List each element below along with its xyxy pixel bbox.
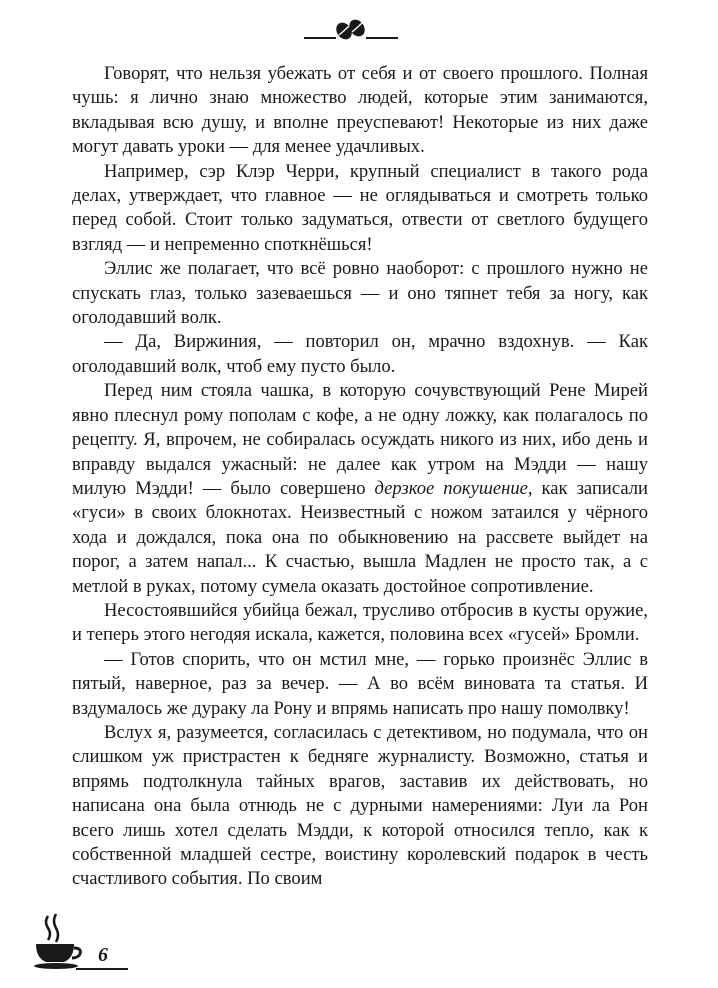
italic-phrase: дерзкое покушение: [374, 477, 528, 499]
footer-rule: [76, 968, 128, 970]
header-coffee-bean-ornament: [0, 16, 718, 42]
paragraph: Несостоявшийся убийца бежал, трусливо отбросив в кусты оружие, и теперь этого негодяя искала, кажется, половина всех «гусей» Бромли.: [72, 599, 648, 646]
paragraph-text: , как записали «гуси» в своих блокнотах. Неизвестный с ножом затаился у чёрного хода и дождался, пока она по обыкновению на рассвете выйдет на порог, а затем напал... К счастью, вышла Мадлен не просто так, а с метлой в руках, потому сумела оказать достойное сопротивление.: [72, 477, 648, 597]
paragraph: Эллис же полагает, что всё ровно наоборот: с прошлого нужно не спускать глаз, только зазеваешься — и оно тяпнет тебя за ногу, как оголодавший волк.: [72, 258, 648, 329]
body-text: [72, 62, 648, 892]
coffee-bean-icon: [333, 17, 368, 42]
paragraph-text: Перед ним стояла чашка, в которую сочувствующий Рене Мирей явно плеснул рому пополам с кофе, а не одну ложку, как полагалось по рецепту. Я, впрочем, не собиралась осуждать никого из них, ибо день и вправду выдался ужасный: не далее как утром на Мэдди — нашу милую Мэдди! — было совершено: [72, 380, 648, 499]
paragraph: [72, 379, 648, 599]
paragraph: Говорят, что нельзя убежать от себя и от своего прошлого. Полная чушь: я лично знаю множество людей, которые этим занимаются, вкладывая всю душу, и вполне преуспевают! Некоторые из них даже могут давать уроки — для менее удачливых.: [72, 63, 648, 158]
paragraph: Например, сэр Клэр Черри, крупный специалист в такого рода делах, утверждает, что главное — не оглядываться и смотреть только перед собой. Стоит только задуматься, отвести от светлого будущего взгляд — и непременно споткнёшься!: [72, 160, 648, 255]
paragraph: — Да, Виржиния, — повторил он, мрачно вздохнув. — Как оголодавший волк, чтоб ему пусто было.: [72, 331, 648, 377]
page-number: 6: [98, 944, 108, 966]
paragraph: Вслух я, разумеется, согласилась с детективом, но подумала, что он слишком уж пристрастен к бедняге журналисту. Возможно, статья и впрямь подтолкнула тайных врагов, заставив их действовать, но написана она была отнюдь не с дурными намерениями: Луи ла Рон всего лишь хотел сделать Мэдди, к которой относился тепло, как к собственной младшей сестре, воистину королевский подарок в честь счастливого события. По своим: [72, 721, 648, 890]
paragraph: — Готов спорить, что он мстил мне, — горько произнёс Эллис в пятый, наверное, раз за вечер. — А во всём виновата та статья. И вздумалось же дураку ла Рону и впрямь написать про нашу помолвку!: [72, 648, 648, 719]
